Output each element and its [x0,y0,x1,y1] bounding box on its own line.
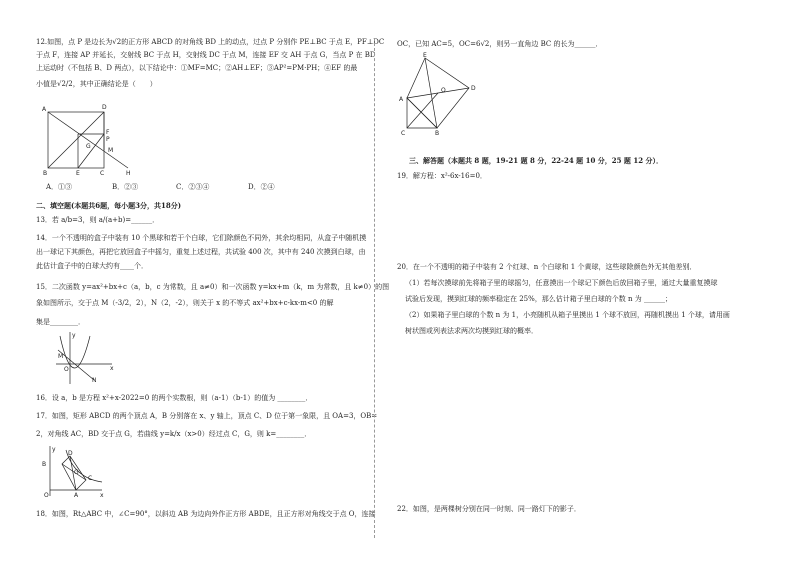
fig12-label-f: F [106,129,110,136]
fig15-label-x: x [110,365,114,372]
fig12-label-c: C [100,170,105,177]
q17-line1: 17．如图，矩形 ABCD 的两个顶点 A，B 分别落在 x、y 轴上，顶点 C、D 位于第一象限，且 OA=3，OB= [36,412,378,420]
fig17-label-o: O [44,492,49,498]
fig18-label-a: A [399,96,404,103]
q20-line5: 树状图或列表法求两次均摸到红球的概率． [405,327,538,335]
q12-line1: 12.如图，点 P 是边长为√2的正方形 ABCD 的对角线 BD 上的动点，过点 P 分别作 PE⊥BC 于点 E，PF⊥DC [36,38,385,46]
q15-line1: 15．二次函数 y=ax²+bx+c（a，b，c 为常数，且 a≠0）和一次函数 y=kx+m（k，m 为常数，且 k≠0）的图 [36,283,390,291]
fig18-label-o: O [441,87,446,94]
fig17-label-y: y [52,446,56,453]
q17-line2: 2，对角线 AC，BD 交于点 G，若曲线 y=k/x（x>0）经过点 C，G，则 k=________． [36,430,312,438]
q12-option-a: A．①③ [46,183,73,191]
q16-text: 16．设 a，b 是方程 x²+x-2022=0 的两个实数根，则（a-1）（b-1）的值为 ________． [36,394,313,402]
q15-figure [52,330,116,386]
q12-option-d: D．②④ [248,183,275,191]
q18-figure [397,52,481,138]
fig18-label-c: C [401,130,406,137]
q17-figure [40,444,106,498]
fig12-label-e: E [76,170,80,177]
q15-line2: 象如图所示，交于点 M（-3/2，2），N（2，-2），则关于 x 的不等式 ax²+bx+c-kx-m<0 的解 [36,299,334,307]
fig12-label-h: H [126,170,131,177]
q20-line1: 20．在一个不透明的箱子中装有 2 个红球、n 个白球和 1 个黄球，这些球除颜色外无其他差别． [397,263,697,271]
fig18-label-b: B [435,130,440,137]
q20-line3: 试验后发现，摸到红球的频率稳定在 25%，那么估计箱子里白球的个数 n 为 ______； [405,295,672,303]
q20-line2: （1）若每次摸球前先将箱子里的球摇匀，任意摸出一个球记下颜色后放回箱子里，通过大量重复摸球 [405,279,718,287]
q19-text: 19．解方程：x²-6x-16=0． [397,172,487,180]
q22-text: 22．如图，是两棵树分别在同一时刻、同一路灯下的影子． [397,505,581,513]
q14-line3: 此估计盒子中的白球大约有____个． [36,262,148,270]
q12-option-b: B．②③ [112,183,139,191]
q12-line2: 于点 F，连接 AP 并延长，交射线 BC 于点 H，交射线 DC 于点 M，连接 EF 交 AH 于点 G，当点 P 在 BD [36,51,376,59]
fig12-label-g: G [86,143,91,150]
fig15-label-m: M [58,353,64,360]
fig17-label-a: A [74,492,79,498]
fig15-label-n: N [92,377,97,384]
fig12-label-b: B [43,170,48,177]
q13-text: 13．若 a/b=3，则 a/(a+b)=______． [36,216,160,224]
fig18-label-d: D [471,85,476,92]
fig17-label-x: x [100,492,104,498]
q14-line2: 出一球记下其颜色，再把它放回盒子中摇匀，重复上述过程，共试验 400 次，其中有 240 次摸到白球，由 [36,248,366,256]
q20-line4: （2）如果箱子里白球的个数 n 为 1，小亮随机从箱子里摸出 1 个球不放回，再随机摸出 1 个球，请用画 [405,311,730,319]
fig12-label-a: A [42,106,47,113]
fig15-label-y: y [72,332,76,339]
fig17-label-g: G [74,469,79,476]
fig18-label-e: E [423,52,427,59]
fig15-label-o: O [64,366,69,373]
section-fill-blank-heading: 二、填空题(本题共6题，每小题3分，共18分) [36,201,182,210]
fig12-label-d: D [102,104,107,111]
fig12-label-m: M [108,147,114,154]
q14-line1: 14．一个不透明的盒子中装有 10 个黑球和若干个白球，它们除颜色不同外，其余均相同，从盒子中随机摸 [36,234,367,242]
q12-figure [40,104,136,178]
q12-line3: 上运动时（不包括 B、D 两点），以下结论中：①MF=MC；②AH⊥EF；③AP²=PM·PH；④EF 的最 [36,64,358,72]
fig17-label-b: B [42,461,47,468]
column-divider [374,38,375,538]
section-solve-heading: 三、解答题（本题共 8 题，19-21 题 8 分，22-24 题 10 分，25 题 12 分）． [409,156,664,165]
fig12-label-p: P [106,136,110,143]
q12-option-c: C．②③④ [176,183,210,191]
fig17-label-d: D [68,450,73,457]
fig17-label-c: C [88,475,93,482]
q15-line3: 集是________． [36,318,85,326]
q18-continued: OC，已知 AC=5，OC=6√2，则另一直角边 BC 的长为______． [397,40,603,48]
q12-line4: 小值是√2/2，其中正确结论是（ ） [36,80,157,88]
right-column [397,0,794,562]
q18-line1: 18．如图，Rt△ABC 中，∠C=90°，以斜边 AB 为边向外作正方形 ABDE，且正方形对角线交于点 O，连接 [36,510,376,518]
